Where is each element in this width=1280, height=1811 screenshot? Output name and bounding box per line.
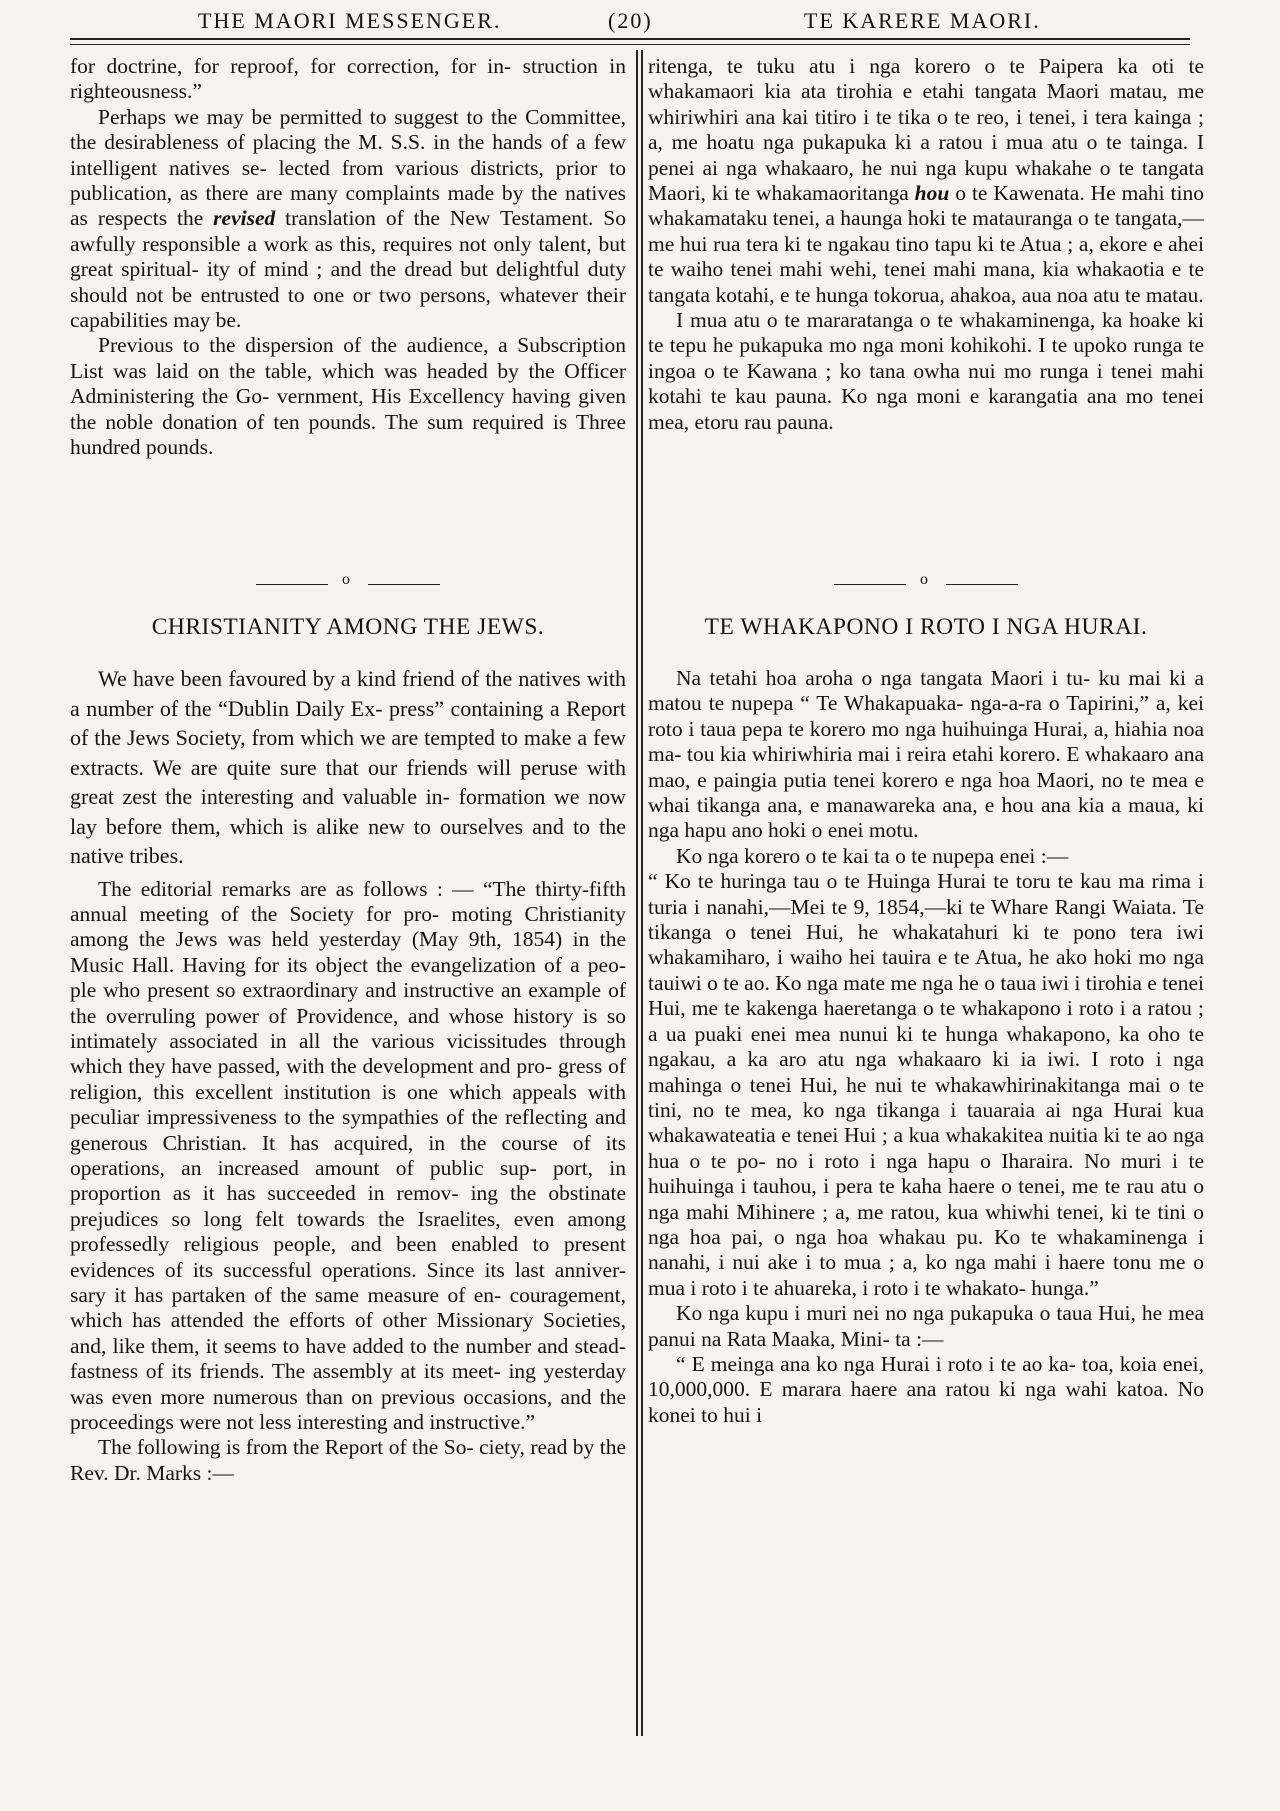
masthead-english: THE MAORI MESSENGER. <box>198 8 502 33</box>
quoted-paragraph: “ Ko te huringa tau o te Huinga Hurai te toru te kau ma rima i turia i nanahi,—Mei te 9, 1854,—ki te Whare Rangi Waiata. Te tikanga o tenei Hui, he whakatahuri ki te pono tera iwi whakamiharo, i waiho hei tauira e te Atua, he ako hoki mo nga tauiwi o te ao. Ko nga mate me nga he o taua iwi i tirohia e tenei Hui, me te kakenga haeretanga o te whakapono i roto i a ratou ; a ua puaki enei mea nunui ki te hunga whakapono, ka oho te ngakau, a ka aro atu nga whakaaro ki ia iwi. I roto i nga mahinga o tenei Hui, he nui te whakawhirinakitanga mai o te tini, no te mea, ko nga tikanga i tauaraia ai nga Hurai kua whakawateatia e tenei Hui ; a kua whakakitea nuitia ki te ao nga hua o te po- no i roto i nga hapu o Iharaira. No muri i te huihuinga i tauhou, i pera te kaha haere o tenei, me te rau atu o nga mahi Mihinere ; a, me ratou, kua whiwhi tenei, ki te tini o nga hoa pai, o nga hoa whakau pu. Ko te whakaminenga i nanahi, i nui ake i to mua ; a, ko nga mahi i haere tonu me o mua i roto i te ahuareka, i roto i te whakato- hunga.” <box>648 869 1204 1300</box>
editorial-paragraph: The editorial remarks are as follows : — “The thirty-fifth annual meeting of the Society for pro- moting Christianity among the Jews was held yesterday (May 9th, 1854) in the Music Hall. Having for its object the evangelization of a peo- ple who present so extraordinary and instructive an example of the overruling power of Providence, and whose history is so intimately associated in all the various vicissitudes through which they have passed, with the development and pro- gress of religion, this excellent institution is one which appeals with peculiar impressiveness to the sympathies of the reflecting and generous Christian. It has acquired, in the course of its operations, an increased amount of public sup- port, in proportion as it has succeeded in remov- ing the obstinate prejudices so long felt towards the Israelites, even among professedly religious people, and been enabled to present evidences of its successful operations. Since its last anniver- sary it has partaken of the same measure of en- couragement, which has attended the efforts of other Missionary Societies, and, like them, it seems to have added to the number and stead- fastness of its friends. The assembly at its meet- ing yesterday was even more numerous than on previous occasions, and the proceedings were not less interesting and instructive.” <box>70 876 626 1435</box>
header-rule-thin <box>70 44 1190 45</box>
emphasis: hou <box>914 181 950 206</box>
separator-ornament: o <box>920 571 928 588</box>
header-rule-thick <box>70 38 1190 40</box>
masthead-maori: TE KARERE MAORI. <box>804 8 1041 33</box>
paragraph: for doctrine, for reproof, for correction, for in- struction in righteousness.” <box>70 54 626 104</box>
paragraph: ritenga, te tuku atu i nga korero o te Paipera ka oti te whakamaori kia ata tirohia e etahi tangata Maori matau, me whiriwhiri ana kai titiro i te tika o te reo, i tenei, i tera kainga ; a, me hoatu nga pukapuka ki a ratou i mua atu o te tainga. I penei ai nga whakaaro, he nui nga kupu whakahe o te tangata Maori, ki te whakamaoritanga hou o te Kawenata. He mahi tino whakamataku tenei, a haunga hoki te matauranga o te tangata,—me hui rua tera ki te ngakau tino tapu ki te Atua ; a, ekore e ahei te waiho tenei mahi wehi, tenei mahi mana, kia whakaotia e te tangata kotahi, e te hunga tokorua, ahakoa, aua noa atu te matau. <box>648 54 1204 307</box>
intro-paragraph: Na tetahi hoa aroha o nga tangata Maori i tu- ku mai ki a matou te nupepa “ Te Whakapuaka- nga-a-ra o Tapirini,” a, kei roto i taua pepa te korero mo nga huihuinga Hurai, a, hiahia noa ma- tou kia whiriwhiria mai i reira etahi korero. E whakaaro ana mao, e paingia putia tenei korero e nga hoa Maori, no te mea e whai tikanga ana, e manawareka ana, e hou ana kia a maua, ki nga hapu ano hoki o enei motu. <box>648 666 1204 843</box>
page-number: (20) <box>608 8 653 33</box>
headline-maori: TE WHAKAPONO I ROTO I NGA HURAI. <box>704 614 1148 640</box>
running-header <box>70 4 1190 36</box>
section-separator-left <box>70 573 626 597</box>
english-continued-article <box>70 54 626 461</box>
english-article-body <box>70 664 626 1486</box>
separator-ornament: o <box>342 571 350 588</box>
column-divider-left <box>636 50 638 1736</box>
intro-paragraph: We have been favoured by a kind friend of the natives with a number of the “Dublin Daily Ex- press” containing a Report of the Jews Society, from which we are tempted to make a few extracts. We are quite sure that our friends will peruse with great zest the interesting and valuable in- formation we now lay before them, which is alike new to ourselves and to the native tribes. <box>70 666 626 868</box>
paragraph: I mua atu o te mararatanga o te whakaminenga, ka hoake ki te tepu he pukapuka mo nga moni kohikohi. I te upoko runga te ingoa o te Kawana ; ko tana owha nui mo runga i tenei mahi kotahi te kau pauna. Ko nga moni e karangatia ana mo tenei mea, etoru rau pauna. <box>648 308 1204 434</box>
column-divider-right <box>641 50 643 1736</box>
paragraph: Ko nga kupu i muri nei no nga pukapuka o taua Hui, he mea panui na Rata Maaka, Mini- ta :— <box>648 1301 1204 1351</box>
paragraph: Perhaps we may be permitted to suggest to the Committee, the desirableness of placing the M. S.S. in the hands of a few intelligent natives se- lected from various districts, prior to publication, as there are many complaints made by the natives as respects the revised translation of the New Testament. So awfully responsible a work as this, requires not only talent, but great spiritual- ity of mind ; and the dread but delightful duty should not be entrusted to one or two persons, whatever their capabilities may be. <box>70 104 626 333</box>
closing-paragraph: The following is from the Report of the So- ciety, read by the Rev. Dr. Marks :— <box>70 1435 626 1485</box>
lead-paragraph: Ko nga korero o te kai ta o te nupepa enei :— <box>676 843 1069 868</box>
section-separator-right <box>648 573 1204 597</box>
paragraph: Previous to the dispersion of the audience, a Subscription List was laid on the table, which was headed by the Officer Administering the Go- vernment, His Excellency having given the noble donation of ten pounds. The sum required is Three hundred pounds. <box>70 333 626 460</box>
maori-article-body <box>648 666 1204 1428</box>
maori-continued-article <box>648 54 1204 435</box>
emphasis: revised <box>213 206 276 231</box>
headline-english: CHRISTIANITY AMONG THE JEWS. <box>151 614 545 640</box>
paragraph: “ E meinga ana ko nga Hurai i roto i te ao ka- toa, koia enei, 10,000,000. E marara haere ana ratou ki nga wahi katoa. No konei to hui i <box>648 1351 1204 1427</box>
